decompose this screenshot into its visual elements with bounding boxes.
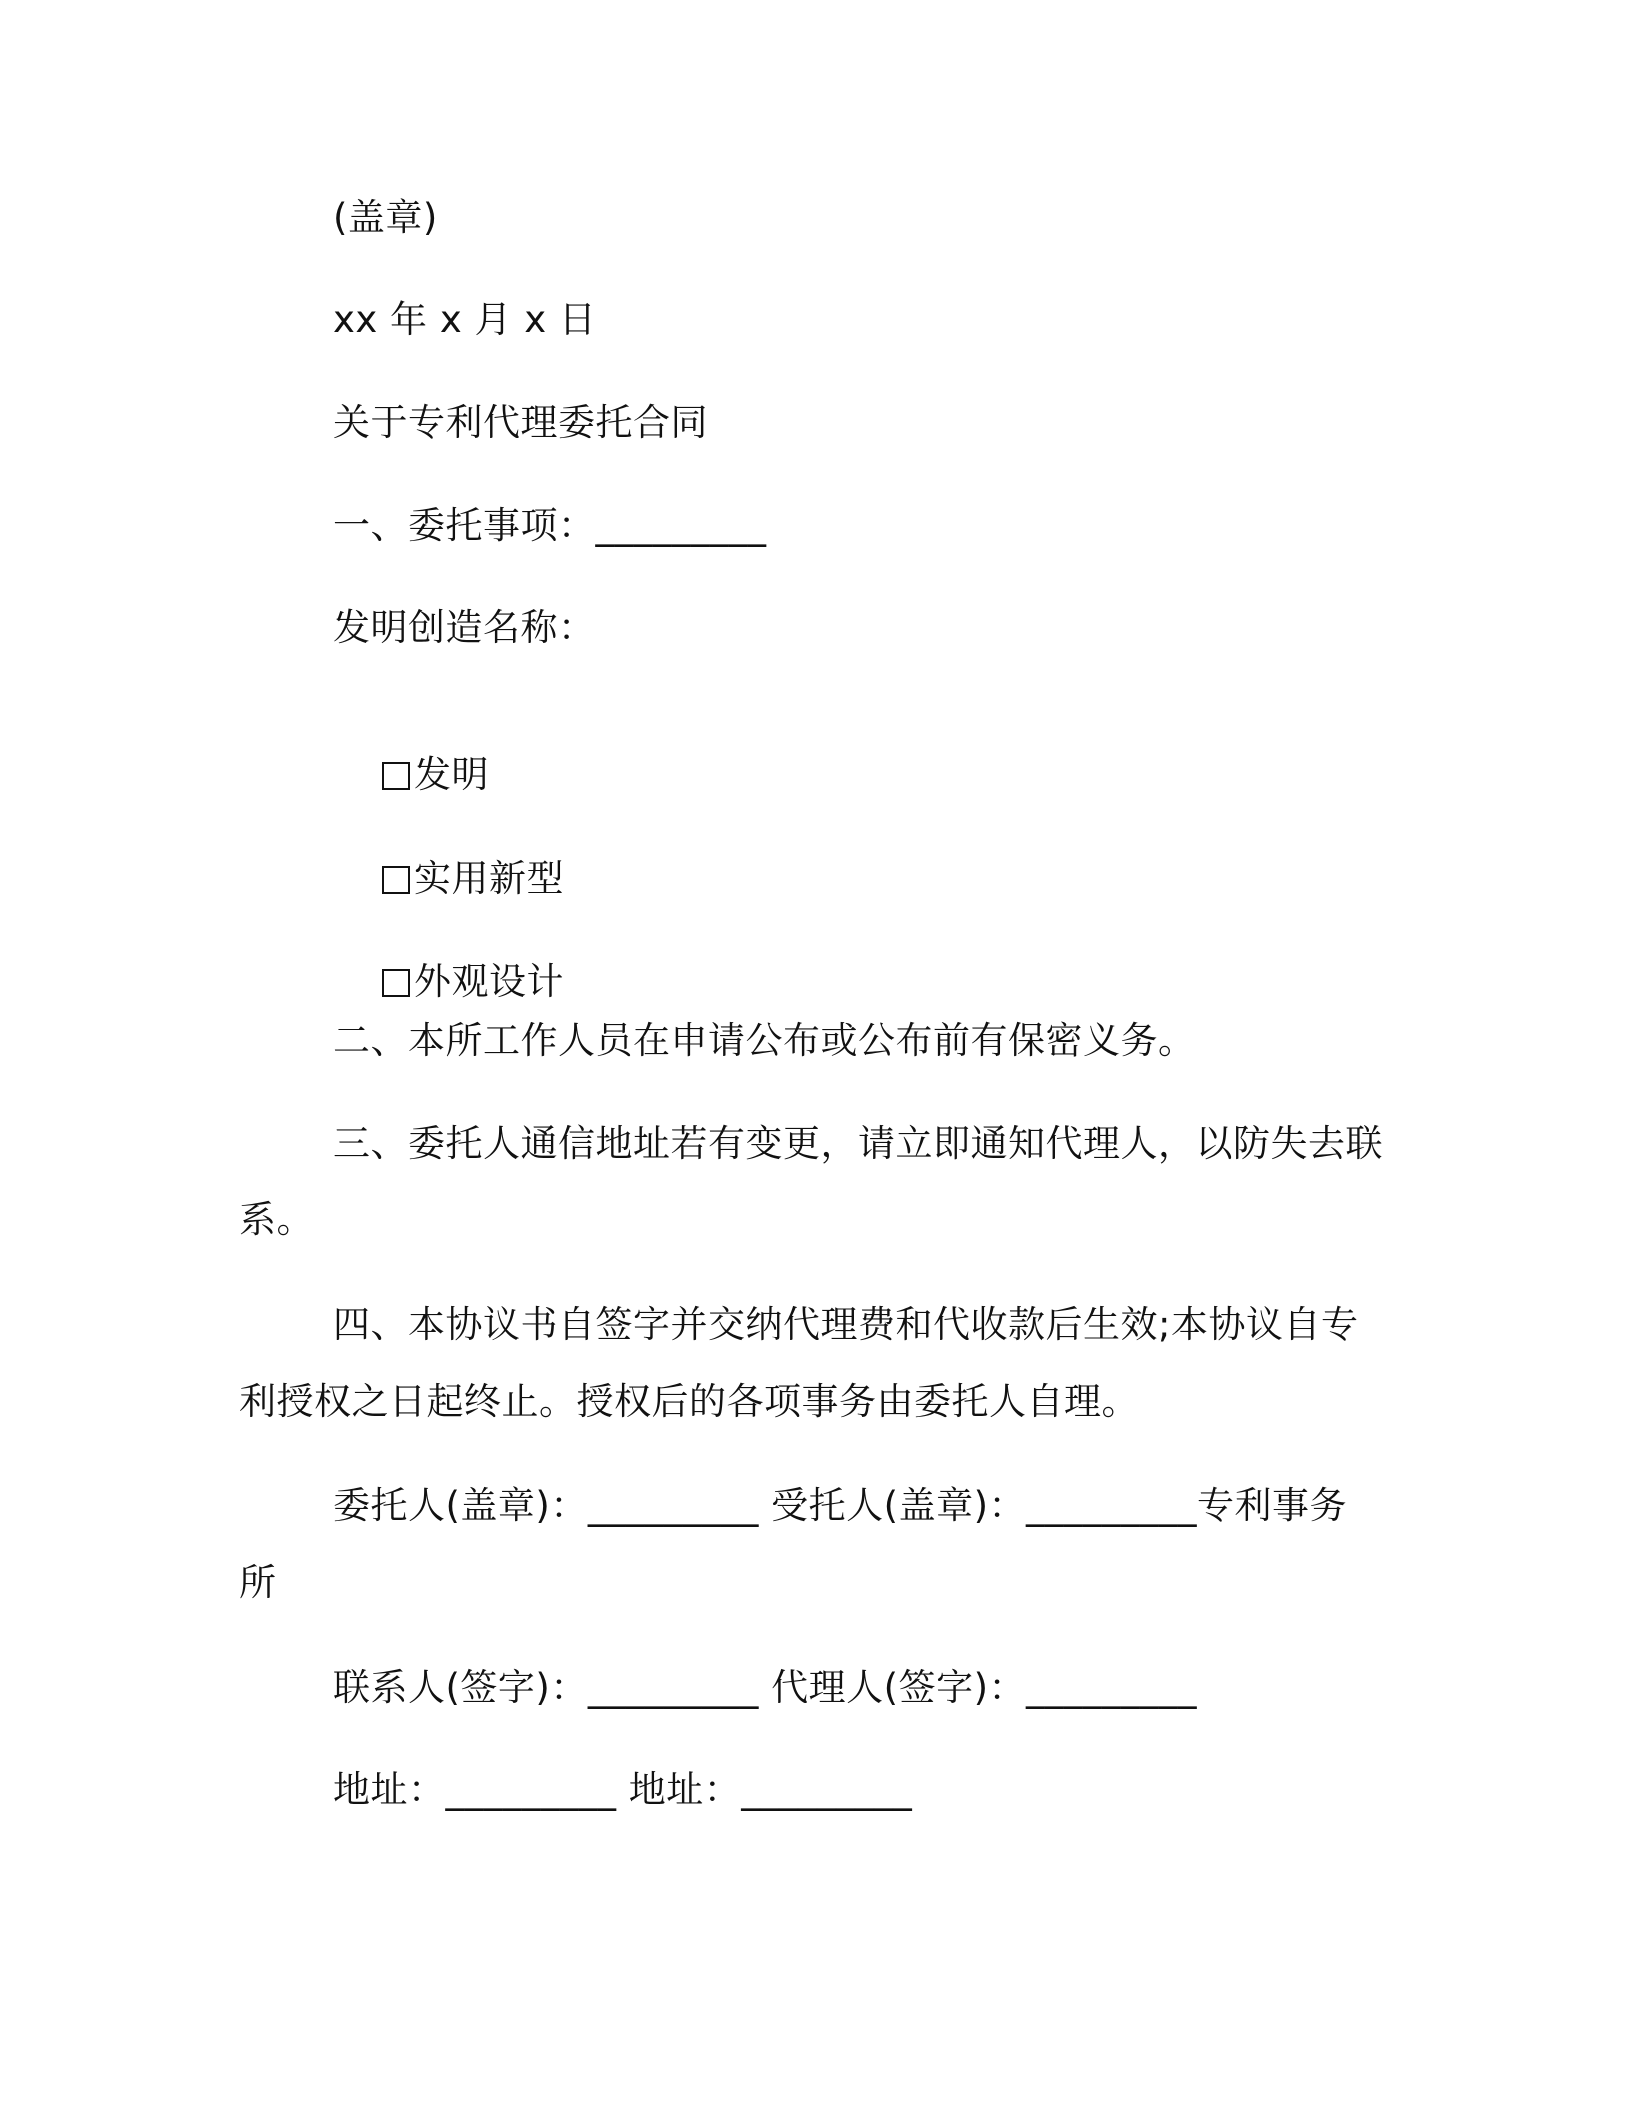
- checkbox-design[interactable]: [382, 969, 410, 997]
- contract-title: 关于专利代理委托合同: [333, 401, 708, 444]
- signature-line-addresses: 地址：_________ 地址：_________: [333, 1768, 913, 1811]
- item4-line2: 利授权之日起终止。授权后的各项事务由委托人自理。: [239, 1380, 1139, 1423]
- invention-name-label: 发明创造名称：: [333, 606, 596, 649]
- option-utility-model-label: 实用新型: [414, 857, 565, 900]
- seal-line: (盖章): [333, 196, 438, 239]
- checkbox-utility-model[interactable]: [382, 866, 410, 894]
- item1-entrusted-matters: 一、委托事项：_________: [333, 504, 767, 547]
- item4-line1: 四、本协议书自签字并交纳代理费和代收款后生效;本协议自专: [333, 1303, 1359, 1346]
- option-invention-label: 发明: [414, 753, 490, 796]
- option-design-label: 外观设计: [414, 960, 565, 1003]
- signature-line-entrusting-party-cont: 所: [239, 1561, 277, 1604]
- date-line: xx 年 x 月 x 日: [333, 298, 597, 341]
- checkbox-invention[interactable]: [382, 762, 410, 790]
- signature-line-contacts: 联系人(签字)：_________ 代理人(签字)：_________: [333, 1666, 1198, 1709]
- signature-line-entrusting-party: 委托人(盖章)：_________ 受托人(盖章)：_________专利事务: [333, 1484, 1348, 1527]
- item2-confidentiality: 二、本所工作人员在申请公布或公布前有保密义务。: [333, 1019, 1196, 1062]
- item3-line2: 系。: [239, 1198, 314, 1241]
- item3-line1: 三、委托人通信地址若有变更，请立即通知代理人，以防失去联: [333, 1122, 1383, 1165]
